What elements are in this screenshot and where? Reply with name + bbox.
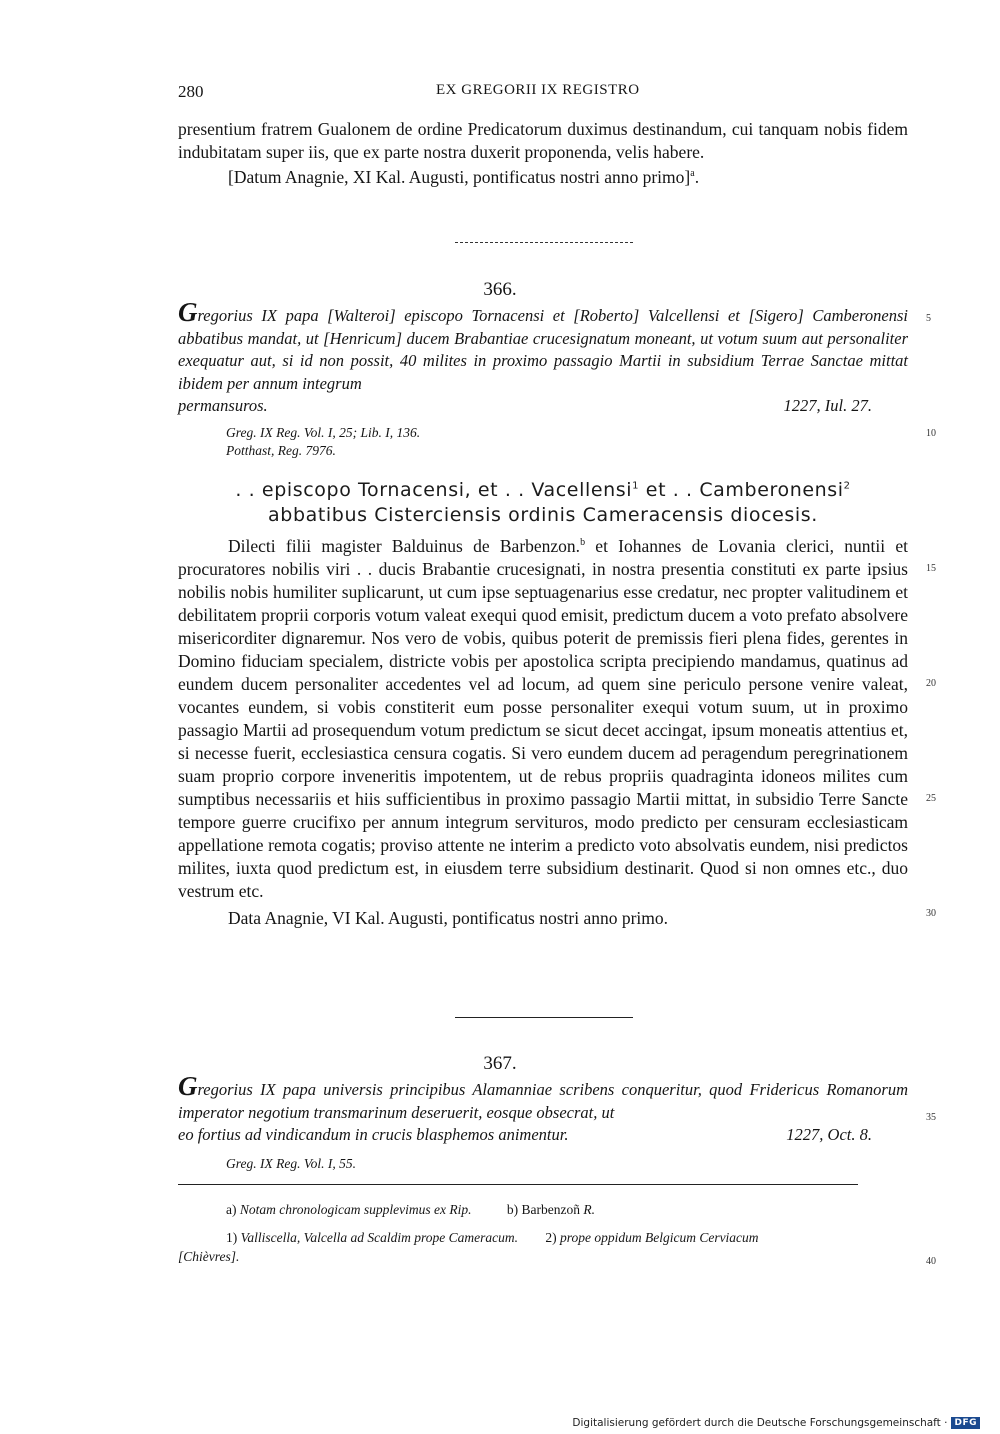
footnote-b-source: R. bbox=[583, 1202, 595, 1217]
margin-line-number: 5 bbox=[926, 313, 931, 324]
footnote-1-mark: 1) bbox=[226, 1230, 238, 1245]
regest-366-date: 1227, Iul. 27. bbox=[783, 396, 872, 415]
regest-initial: G bbox=[178, 1071, 198, 1101]
footnote-rule bbox=[178, 1184, 858, 1185]
regest-366-last-line: permansuros. bbox=[178, 396, 268, 415]
previous-letter-continuation: presentium fratrem Gualonem de ordine Predicatorum duximus destinandum, cui tanquam nobis fidem indubitatam super iis, que ex parte nostra duxerit proponenda, velis habere. bbox=[178, 119, 908, 162]
body-366-text: Dilecti filii magister Balduinus de Barbenzon.$^b$ et Iohannes de Lovania clerici, nuntii et procuratores nobilis viri . . ducis Brabantie crucesignati, in nostra presentia constituti ex parte ipsius nobilis nobis humiliter suplicarunt, ut cum ipse septuagenarius esse credatur, nec propter valitudinem et debilitatem proprii corporis votum valeat exequi quod emisit, predictum ducem a voto prefato absolvere misericorditer dignaremur. Nos vero de vobis, quibus poterit de premissis fieri plena fides, gerentes in Domino fiduciam specialem, districte vobis per apostolica scripta precipiendo mandamus, quatinus ad eundem ducem personaliter accedentes vel ad locum, ad quem sine periculo persone venire valeat, vocantes eundem, si vobis constiterit eum posse personaliter exequi votum suum, ut in proximo passagio Martii ad prosequendum votum predictum se sicut decet accingat, ipsum moneatis attentius et, si necesse fuerit, ecclesiastica censura cogatis. Si vero eundem ducem ad peragendum peregrinationem suam proprio corpore inveneritis impotentem, ut de rebus propriis quadraginta idoneos milites cum sumptibus necessariis et hiis sufficientibus in proximo passagio Martii mittat, in subsidio Terre Sancte tempore guerre crucifixo per annum integrum servituros, modo predicto per censuram ecclesiasticam appellatione remota cogatis; proviso attente ne interim a predicto voto absolvatis eundem, nisi predictos milites, iuxta quod predictum est, in eiusdem terre subsidium destinarit. Quod si non omnes etc., duo vestrum etc. bbox=[178, 536, 908, 901]
references-366 bbox=[226, 424, 420, 460]
references-367 bbox=[226, 1155, 356, 1173]
regest-367-date: 1227, Oct. 8. bbox=[786, 1125, 872, 1144]
reference-register: Greg. IX Reg. Vol. I, 55. bbox=[226, 1156, 356, 1171]
previous-letter-dating: [Datum Anagnie, XI Kal. Augusti, pontificatus nostri anno primo]$^a$. bbox=[228, 167, 700, 187]
section-divider bbox=[455, 1017, 633, 1018]
footnotes-numbered bbox=[178, 1228, 908, 1266]
margin-line-number: 15 bbox=[926, 563, 936, 574]
page-number: 280 bbox=[178, 82, 204, 101]
digitization-credit bbox=[572, 1417, 980, 1429]
address-366: . . episcopo Tornacensi, et . . Vacellensi$^1$ et . . Camberonensi$^2$ abbatibus Cisterciensis ordinis Cameracensis diocesis. bbox=[235, 479, 851, 526]
body-366 bbox=[178, 535, 908, 930]
footnote-a-text: Notam chronologicam supplevimus ex Rip. bbox=[239, 1202, 472, 1217]
letter-number-366: 366. bbox=[483, 279, 517, 300]
footnote-2-continuation: [Chièvres]. bbox=[178, 1249, 240, 1264]
letter-number-367: 367. bbox=[483, 1053, 517, 1074]
footnote-mark-b: b bbox=[580, 537, 586, 549]
footnote-mark-a: a bbox=[690, 168, 695, 180]
margin-line-number: 10 bbox=[926, 428, 936, 439]
regest-367: Gregorius IX papa universis principibus Alamanniae scribens conqueritur, quod Fridericus Romanorum imperator negotium transmarinum deseruerit, eosque obsecrat, ut eo fortius ad vindicandum in crucis blasphemos animentur. 1227, Oct. 8. bbox=[178, 1078, 908, 1147]
footnote-b-mark: b) bbox=[506, 1202, 519, 1217]
footnote-b-text: Barbenzoñ bbox=[521, 1202, 580, 1217]
footnote-2-mark: 2) bbox=[545, 1230, 557, 1245]
footnote-1-text: Valliscella, Valcella ad Scaldim prope Cameracum. bbox=[240, 1230, 518, 1245]
margin-line-number: 40 bbox=[926, 1256, 936, 1267]
margin-line-number: 30 bbox=[926, 908, 936, 919]
reference-register: Greg. IX Reg. Vol. I, 25; Lib. I, 136. bbox=[226, 425, 421, 440]
reference-potthast: Potthast, Reg. 7976. bbox=[226, 443, 336, 458]
regest-366: Gregorius IX papa [Walteroi] episcopo Tornacensi et [Roberto] Valcellensi et [Sigero] Camberonensi abbatibus mandat, ut [Henricum] ducem Brabantiae crucesignatum moneant, ut votum suum aut personaliter exequatur aut, si id non possit, 40 milites in proximo passagio Martii in subsidium Terrae Sanctae mittat ibidem per annum integrum permansuros. 1227, Iul. 27. bbox=[178, 304, 908, 418]
dating-366: Data Anagnie, VI Kal. Augusti, pontificatus nostri anno primo. bbox=[228, 908, 669, 928]
margin-line-number: 20 bbox=[926, 678, 936, 689]
footnote-a-mark: a) bbox=[226, 1202, 237, 1217]
footnote-2-text: prope oppidum Belgicum Cerviacum bbox=[559, 1230, 759, 1245]
credit-text: Digitalisierung gefördert durch die Deutsche Forschungsgemeinschaft · bbox=[572, 1417, 948, 1429]
section-divider bbox=[455, 242, 633, 243]
running-title: EX GREGORII IX REGISTRO bbox=[436, 82, 640, 98]
footnotes-letters bbox=[178, 1200, 908, 1219]
margin-line-number: 25 bbox=[926, 793, 936, 804]
margin-line-number: 35 bbox=[926, 1112, 936, 1123]
previous-letter-text bbox=[178, 118, 908, 189]
regest-367-last-line: eo fortius ad vindicandum in crucis blasphemos animentur. bbox=[178, 1125, 569, 1144]
dfg-logo: DFG bbox=[951, 1417, 980, 1429]
regest-initial: G bbox=[178, 297, 198, 327]
